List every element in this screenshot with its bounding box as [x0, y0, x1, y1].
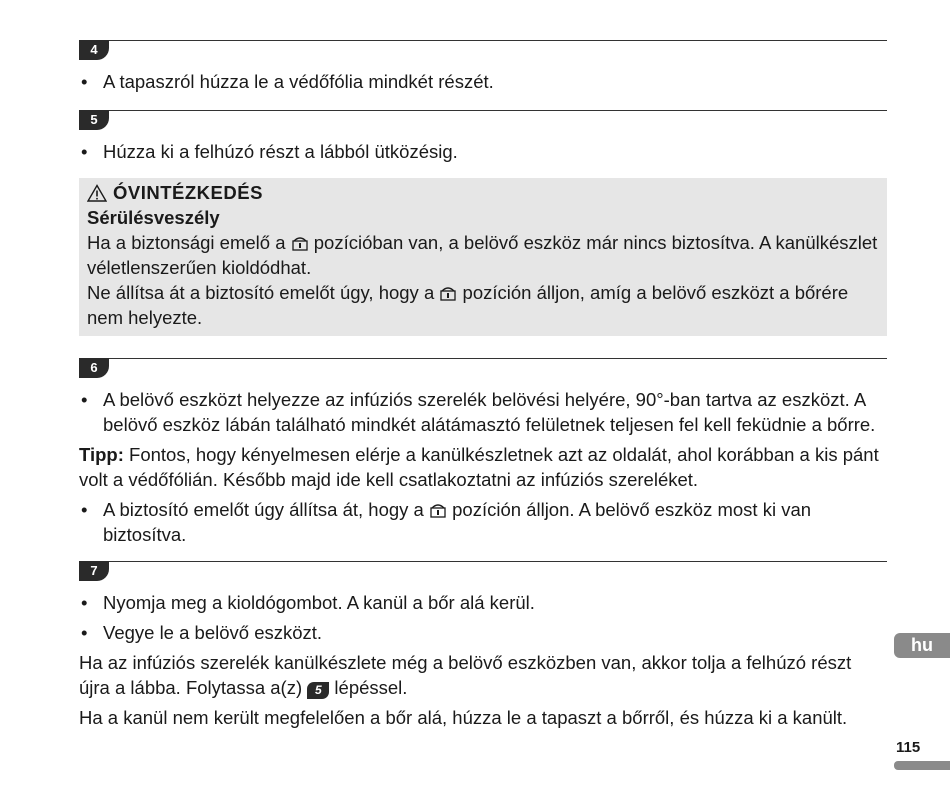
unlocked-padlock-icon — [291, 235, 309, 251]
step-number-badge: 4 — [79, 40, 109, 60]
tip-label: Tipp: — [79, 444, 124, 465]
step-reference-badge: 5 — [307, 682, 329, 699]
page-number: 115 — [896, 739, 921, 756]
step-7-paragraph-1: Ha az infúziós szerelék kanülkészlete még a belövő eszközben van, akkor tolja a felhúzó részt újra a lábba. Folytassa a(z) 5 lépéssel. — [79, 652, 852, 698]
step-5 — [79, 110, 887, 164]
caution-box — [79, 178, 887, 336]
step-4-bullet: • A tapaszról húzza le a védőfólia mindkét részét. — [79, 69, 887, 94]
step-number-badge: 7 — [79, 561, 109, 581]
step-number-badge: 5 — [79, 110, 109, 130]
caution-title: ÓVINTÉZKEDÉS — [113, 182, 263, 203]
tip-paragraph: Tipp: Fontos, hogy kényelmesen elérje a kanülkészletnek azt az oldalát, ahol korábban a kis pánt volt a védőfólián. Később majd ide kell csatlakoztatni az infúziós szereléket. — [79, 444, 879, 490]
step-7-paragraph-2: Ha a kanül nem került megfelelően a bőr alá, húzza le a tapaszt a bőrről, és húzza ki a kanült. — [79, 707, 848, 728]
step-4 — [79, 40, 887, 94]
caution-paragraph-2: Ne állítsa át a biztosító emelőt úgy, hogy a pozíción álljon, amíg a belövő eszközt a bőrére nem helyezte. — [87, 282, 849, 328]
step-6-bullet-1: • A belövő eszközt helyezze az infúziós szerelék belövési helyére, 90°-ban tartva az eszközt. A belövő eszköz lábán található mindkét alátámasztó felületnek teljesen fel kell feküdnie a bőrre. — [79, 387, 887, 437]
warning-triangle-icon — [87, 184, 107, 202]
step-6-bullet-2: • A biztosító emelőt úgy állítsa át, hogy a pozíción álljon. A belövő eszköz most ki van biztosítva. — [79, 497, 887, 547]
caution-heading — [87, 180, 879, 205]
step-number-badge: 6 — [79, 358, 109, 378]
page-number-bar — [894, 761, 950, 770]
unlocked-padlock-icon — [439, 285, 457, 301]
step-7-bullet-2: • Vegye le a belövő eszközt. — [79, 620, 887, 645]
unlocked-padlock-icon — [429, 502, 447, 518]
step-7 — [79, 561, 887, 730]
language-tab: hu — [894, 633, 950, 658]
step-6 — [79, 358, 887, 547]
instructions-content — [79, 0, 887, 735]
step-7-bullet-1: • Nyomja meg a kioldógombot. A kanül a bőr alá kerül. — [79, 590, 887, 615]
caution-paragraph-1: Ha a biztonsági emelő a pozícióban van, a belövő eszköz már nincs biztosítva. A kanülkészlet véletlenszerűen kioldódhat. — [87, 232, 878, 278]
step-5-bullet: • Húzza ki a felhúzó részt a lábból ütközésig. — [79, 139, 887, 164]
caution-subtitle: Sérülésveszély — [87, 207, 220, 228]
